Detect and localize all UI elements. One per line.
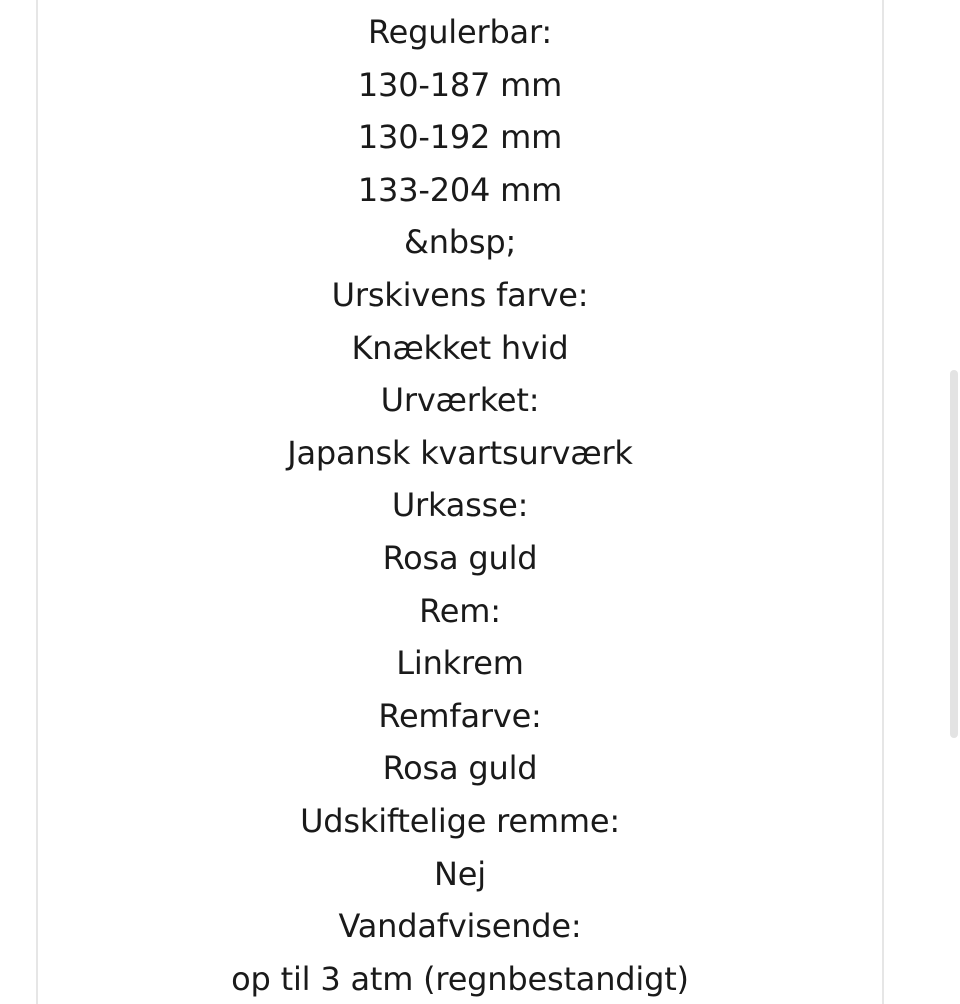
spec-label-water-resistant: Vandafvisende: <box>338 907 582 946</box>
spec-label-strap: Rem: <box>419 591 501 630</box>
spec-value-movement: Japansk kvartsurværk <box>287 433 633 472</box>
product-spec-panel <box>36 0 884 1004</box>
spec-value-dial-color: Knækket hvid <box>351 328 569 367</box>
spec-value-size-1: 130-187 mm <box>357 65 563 104</box>
spec-label-strap-color: Remfarve: <box>378 696 542 735</box>
spec-label-dial-color: Urskivens farve: <box>331 275 589 314</box>
page-scrollbar[interactable] <box>946 0 960 1004</box>
spec-label-adjustable: Regulerbar: <box>368 13 552 51</box>
spec-nbsp-artifact: &nbsp; <box>403 223 517 262</box>
spec-value-strap: Linkrem <box>396 644 524 683</box>
spec-value-size-2: 130-192 mm <box>357 118 563 157</box>
spec-list <box>38 6 882 1004</box>
spec-value-water-resistant: op til 3 atm (regnbestandigt) <box>231 959 689 998</box>
spec-label-movement: Urværket: <box>380 381 540 420</box>
spec-value-case: Rosa guld <box>382 538 538 577</box>
spec-label-interchangeable-straps: Udskiftelige remme: <box>300 801 620 840</box>
spec-value-strap-color: Rosa guld <box>382 749 538 788</box>
spec-value-interchangeable-straps: Nej <box>434 854 486 893</box>
scrollbar-thumb[interactable] <box>950 370 958 738</box>
spec-value-size-3: 133-204 mm <box>357 170 563 209</box>
spec-label-case: Urkasse: <box>391 486 529 525</box>
